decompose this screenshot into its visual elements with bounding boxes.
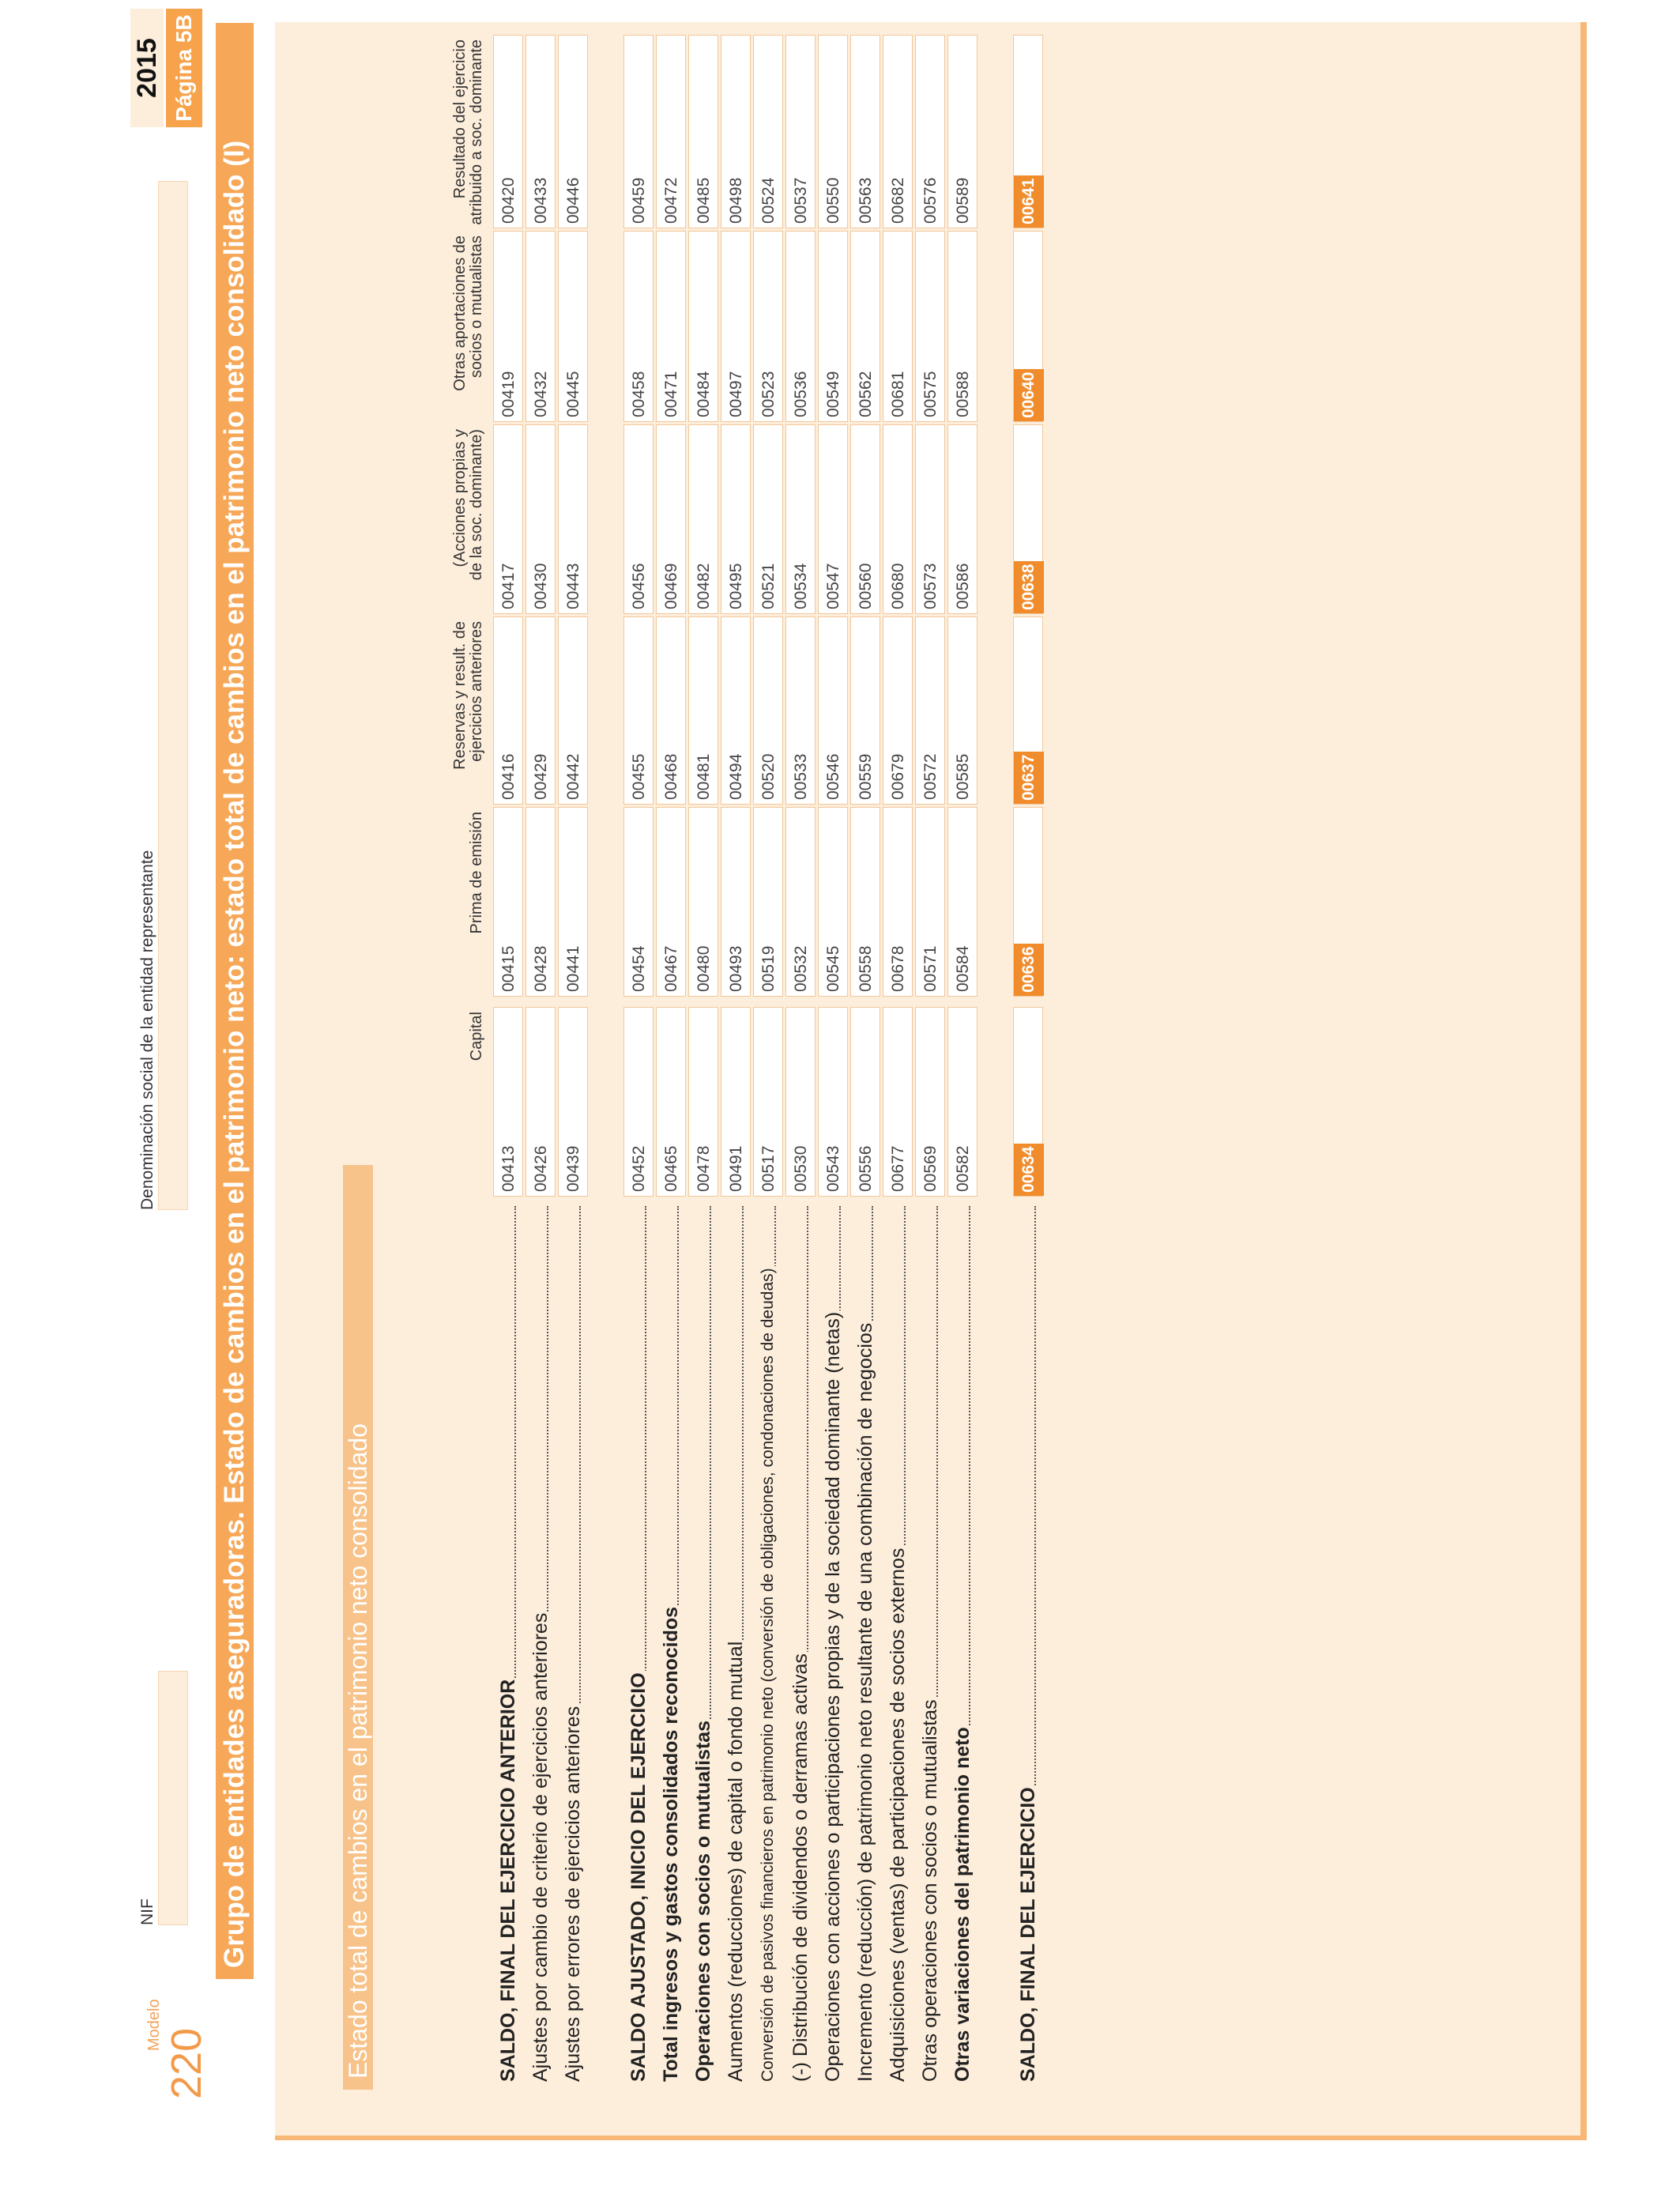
row-label [558, 1206, 588, 2082]
amount-field[interactable] [850, 424, 880, 614]
field-code: 00417 [499, 563, 518, 609]
field-code: 00469 [662, 563, 680, 609]
amount-field[interactable] [753, 35, 783, 228]
amount-field[interactable] [915, 35, 945, 228]
field-code: 00584 [954, 945, 972, 992]
nif-label: NIF [138, 1898, 156, 1925]
field-code: 00413 [499, 1145, 518, 1192]
field-code: 00573 [921, 563, 940, 609]
row-label-text: Incremento (reducción) de patrimonio neto resultante de una combinación de negocios [854, 1322, 876, 2082]
column-header [452, 40, 485, 228]
amount-field[interactable] [785, 1007, 816, 1197]
amount-field[interactable] [558, 1007, 588, 1197]
denominacion-label: Denominación social de la entidad representante [138, 850, 156, 1210]
amount-field[interactable] [785, 807, 816, 997]
amount-field[interactable] [558, 807, 588, 997]
field-code: 00471 [662, 371, 680, 417]
amount-field[interactable] [818, 807, 848, 997]
field-code: 00485 [695, 177, 713, 224]
row-label [493, 1206, 523, 2082]
amount-field[interactable] [753, 616, 783, 805]
amount-field[interactable] [785, 231, 816, 422]
field-code: 00446 [564, 177, 582, 224]
amount-field[interactable] [947, 424, 977, 614]
amount-field[interactable] [493, 35, 523, 228]
field-code: 00520 [759, 753, 778, 800]
row-label [656, 1206, 686, 2082]
field-code: 00569 [921, 1145, 940, 1192]
row-label-text: SALDO, FINAL DEL EJERCICIO [1017, 1787, 1039, 2082]
field-code: 00478 [695, 1145, 713, 1192]
amount-field[interactable] [753, 424, 783, 614]
field-code: 00472 [662, 177, 680, 224]
amount-field[interactable] [818, 1007, 848, 1197]
field-code: 00459 [630, 177, 648, 224]
column-header-line1 [452, 1012, 469, 1197]
amount-field[interactable] [883, 807, 913, 997]
field-code: 00445 [564, 371, 582, 417]
field-code: 00563 [857, 177, 875, 224]
field-code: 00559 [857, 753, 875, 800]
amount-field[interactable] [623, 807, 654, 997]
amount-field[interactable] [850, 35, 880, 228]
amount-field[interactable] [558, 231, 588, 422]
amount-field[interactable] [688, 616, 718, 805]
row-label-text: (-) Distribución de dividendos o derramas activas [789, 1653, 812, 2082]
amount-field[interactable] [623, 35, 654, 228]
row-label-text: Ajustes por cambio de criterio de ejercicios anteriores [529, 1612, 552, 2082]
field-code: 00455 [630, 753, 648, 800]
field-code: 00638 [1014, 561, 1044, 613]
amount-field[interactable] [1013, 424, 1043, 614]
field-code: 00484 [695, 371, 713, 417]
field-code: 00546 [824, 753, 842, 800]
amount-field[interactable] [721, 35, 751, 228]
panel-bottom-border [1580, 22, 1587, 2140]
amount-field[interactable] [883, 424, 913, 614]
field-code: 00588 [954, 371, 972, 417]
field-code: 00550 [824, 177, 842, 224]
column-header-line1: (Acciones propias y [451, 429, 469, 567]
field-code: 00419 [499, 371, 518, 417]
field-code: 00432 [532, 371, 550, 417]
field-code: 00429 [532, 753, 550, 800]
field-code: 00582 [954, 1145, 972, 1192]
field-code: 00454 [630, 945, 648, 992]
field-code: 00576 [921, 177, 940, 224]
field-code: 00637 [1014, 752, 1044, 804]
field-code: 00558 [857, 945, 875, 992]
amount-field[interactable] [525, 35, 556, 228]
field-code: 00571 [921, 945, 940, 992]
field-code: 00480 [695, 945, 713, 992]
row-label-text: Otras operaciones con socios o mutualistas [919, 1699, 941, 2082]
column-header-line2: ejercicios anteriores [468, 621, 485, 762]
row-label-text: Ajustes por errores de ejercicios anteriores [562, 1706, 584, 2082]
amount-field[interactable] [558, 35, 588, 228]
amount-field[interactable] [721, 616, 751, 805]
amount-field[interactable] [753, 807, 783, 997]
field-code: 00634 [1014, 1144, 1044, 1196]
row-label [850, 1206, 880, 2082]
amount-field[interactable] [688, 807, 718, 997]
amount-field[interactable] [688, 424, 718, 614]
row-label-text: SALDO AJUSTADO, INICIO DEL EJERCICIO [627, 1672, 650, 2082]
column-header-line2: Capital [468, 1012, 485, 1061]
field-code: 00585 [954, 753, 972, 800]
amount-field[interactable] [785, 35, 816, 228]
amount-field[interactable] [656, 1007, 686, 1197]
row-label [623, 1206, 654, 2082]
column-header [452, 429, 485, 614]
column-header-line1: Resultado del ejercicio [451, 40, 469, 199]
amount-field[interactable] [818, 35, 848, 228]
amount-field[interactable] [558, 616, 588, 805]
row-label [721, 1206, 751, 2082]
field-code: 00497 [727, 371, 745, 417]
field-code: 00530 [792, 1145, 810, 1192]
field-code: 00495 [727, 563, 745, 609]
field-code: 00456 [630, 563, 648, 609]
field-code: 00532 [792, 945, 810, 992]
amount-field[interactable] [493, 231, 523, 422]
amount-field[interactable] [818, 231, 848, 422]
amount-field[interactable] [623, 231, 654, 422]
field-code: 00636 [1014, 944, 1044, 996]
column-header [452, 1012, 485, 1197]
field-code: 00519 [759, 945, 778, 992]
amount-field[interactable] [850, 807, 880, 997]
column-header-line2: Prima de emisión [468, 812, 485, 934]
field-code: 00415 [499, 945, 518, 992]
amount-field[interactable] [688, 1007, 718, 1197]
amount-field[interactable] [915, 616, 945, 805]
amount-field[interactable] [753, 1007, 783, 1197]
amount-field[interactable] [1013, 616, 1043, 805]
row-label [688, 1206, 718, 2082]
amount-field[interactable] [525, 807, 556, 997]
amount-field[interactable] [525, 616, 556, 805]
row-label [818, 1206, 848, 2082]
amount-field[interactable] [525, 1007, 556, 1197]
section-title: Estado total de cambios en el patrimonio neto consolidado [343, 1165, 373, 2090]
field-code: 00420 [499, 177, 518, 224]
field-code: 00682 [889, 177, 907, 224]
row-label-text: Conversión de pasivos financieros en patrimonio neto (conversión de obligaciones, condonaciones de deudas) [759, 1268, 777, 2082]
field-code: 00543 [824, 1145, 842, 1192]
column-header [452, 236, 485, 422]
field-code: 00549 [824, 371, 842, 417]
field-code: 00498 [727, 177, 745, 224]
amount-field[interactable] [656, 616, 686, 805]
field-code: 00482 [695, 563, 713, 609]
amount-field[interactable] [493, 807, 523, 997]
field-code: 00493 [727, 945, 745, 992]
amount-field[interactable] [883, 35, 913, 228]
field-code: 00426 [532, 1145, 550, 1192]
amount-field[interactable] [656, 424, 686, 614]
page-badge: Página 5B [166, 9, 202, 127]
amount-field[interactable] [721, 424, 751, 614]
row-label [915, 1206, 945, 2082]
amount-field[interactable] [947, 1007, 977, 1197]
amount-field[interactable] [558, 424, 588, 614]
field-code: 00416 [499, 753, 518, 800]
panel-left-border [275, 2136, 1587, 2140]
amount-field[interactable] [721, 807, 751, 997]
amount-field[interactable] [915, 231, 945, 422]
amount-field[interactable] [883, 616, 913, 805]
field-code: 00433 [532, 177, 550, 224]
row-label-text: Aumentos (reducciones) de capital o fondo mutual [725, 1641, 747, 2082]
field-code: 00523 [759, 371, 778, 417]
row-label-text: SALDO, FINAL DEL EJERCICIO ANTERIOR [497, 1679, 519, 2082]
row-label [785, 1206, 816, 2082]
field-code: 00441 [564, 945, 582, 992]
amount-field[interactable] [785, 424, 816, 614]
amount-field[interactable] [850, 616, 880, 805]
amount-field[interactable] [493, 424, 523, 614]
field-code: 00534 [792, 563, 810, 609]
amount-field[interactable] [947, 616, 977, 805]
row-label-text: Adquisiciones (ventas) de participaciones de socios externos [887, 1547, 909, 2082]
denominacion-field[interactable] [158, 181, 188, 1210]
field-code: 00677 [889, 1145, 907, 1192]
amount-field[interactable] [721, 231, 751, 422]
year-badge: 2015 [130, 9, 164, 127]
nif-field[interactable] [158, 1671, 188, 1925]
field-code: 00430 [532, 563, 550, 609]
field-code: 00681 [889, 371, 907, 417]
field-code: 00572 [921, 753, 940, 800]
field-code: 00556 [857, 1145, 875, 1192]
field-code: 00680 [889, 563, 907, 609]
amount-field[interactable] [850, 1007, 880, 1197]
column-header-line1: Otras aportaciones de [451, 236, 469, 391]
field-code: 00467 [662, 945, 680, 992]
field-code: 00562 [857, 371, 875, 417]
row-label [753, 1206, 783, 2082]
field-code: 00524 [759, 177, 778, 224]
amount-field[interactable] [525, 231, 556, 422]
field-code: 00468 [662, 753, 680, 800]
amount-field[interactable] [656, 807, 686, 997]
amount-field[interactable] [721, 1007, 751, 1197]
amount-field[interactable] [915, 424, 945, 614]
column-header [452, 812, 485, 997]
amount-field[interactable] [656, 35, 686, 228]
amount-field[interactable] [883, 231, 913, 422]
amount-field[interactable] [493, 1007, 523, 1197]
amount-field[interactable] [1013, 807, 1043, 997]
amount-field[interactable] [525, 424, 556, 614]
field-code: 00589 [954, 177, 972, 224]
form-title: Grupo de entidades aseguradoras. Estado de cambios en el patrimonio neto: estado total de cambios en el patrimonio neto consolidado (I) [216, 23, 254, 1979]
field-code: 00533 [792, 753, 810, 800]
row-label [1013, 1206, 1043, 2082]
row-label-text: Operaciones con acciones o participaciones propias y de la sociedad dominante (netas) [822, 1311, 844, 2082]
amount-field[interactable] [883, 1007, 913, 1197]
amount-field[interactable] [1013, 231, 1043, 422]
row-label [947, 1206, 977, 2082]
amount-field[interactable] [623, 424, 654, 614]
amount-field[interactable] [947, 807, 977, 997]
column-header-line1 [452, 812, 469, 997]
field-code: 00537 [792, 177, 810, 224]
field-code: 00494 [727, 753, 745, 800]
field-code: 00517 [759, 1145, 778, 1192]
field-code: 00536 [792, 371, 810, 417]
amount-field[interactable] [656, 231, 686, 422]
amount-field[interactable] [1013, 1007, 1043, 1197]
amount-field[interactable] [947, 35, 977, 228]
field-code: 00586 [954, 563, 972, 609]
amount-field[interactable] [623, 1007, 654, 1197]
row-label-text: Operaciones con socios o mutualistas [692, 1720, 714, 2082]
amount-field[interactable] [688, 35, 718, 228]
amount-field[interactable] [818, 424, 848, 614]
field-code: 00491 [727, 1145, 745, 1192]
field-code: 00641 [1014, 175, 1044, 228]
amount-field[interactable] [688, 231, 718, 422]
field-code: 00640 [1014, 369, 1044, 421]
amount-field[interactable] [915, 807, 945, 997]
row-label [525, 1206, 556, 2082]
amount-field[interactable] [915, 1007, 945, 1197]
amount-field[interactable] [1013, 35, 1043, 228]
amount-field[interactable] [623, 616, 654, 805]
field-code: 00465 [662, 1145, 680, 1192]
field-code: 00481 [695, 753, 713, 800]
amount-field[interactable] [850, 231, 880, 422]
row-label [883, 1206, 913, 2082]
field-code: 00575 [921, 371, 940, 417]
field-code: 00439 [564, 1145, 582, 1192]
column-header-line2: socios o mutualistas [468, 236, 485, 379]
field-code: 00428 [532, 945, 550, 992]
field-code: 00442 [564, 753, 582, 800]
column-header [452, 621, 485, 805]
field-code: 00443 [564, 563, 582, 609]
modelo-label: Modelo [145, 1999, 163, 2051]
field-code: 00458 [630, 371, 648, 417]
field-code: 00679 [889, 753, 907, 800]
field-code: 00521 [759, 563, 778, 609]
field-code: 00545 [824, 945, 842, 992]
amount-field[interactable] [947, 231, 977, 422]
amount-field[interactable] [753, 231, 783, 422]
modelo-number: 220 [163, 2027, 210, 2099]
amount-field[interactable] [785, 616, 816, 805]
field-code: 00560 [857, 563, 875, 609]
column-header-line2: de la soc. dominante) [468, 429, 485, 581]
row-label-text: Otras variaciones del patrimonio neto [951, 1727, 974, 2082]
amount-field[interactable] [818, 616, 848, 805]
field-code: 00547 [824, 563, 842, 609]
field-code: 00452 [630, 1145, 648, 1192]
column-header-line2: atribuido a soc. dominante [468, 40, 485, 225]
amount-field[interactable] [493, 616, 523, 805]
column-header-line1: Reservas y result. de [451, 621, 469, 770]
row-label-text: Total ingresos y gastos consolidados reconocidos [660, 1606, 682, 2082]
field-code: 00678 [889, 945, 907, 992]
